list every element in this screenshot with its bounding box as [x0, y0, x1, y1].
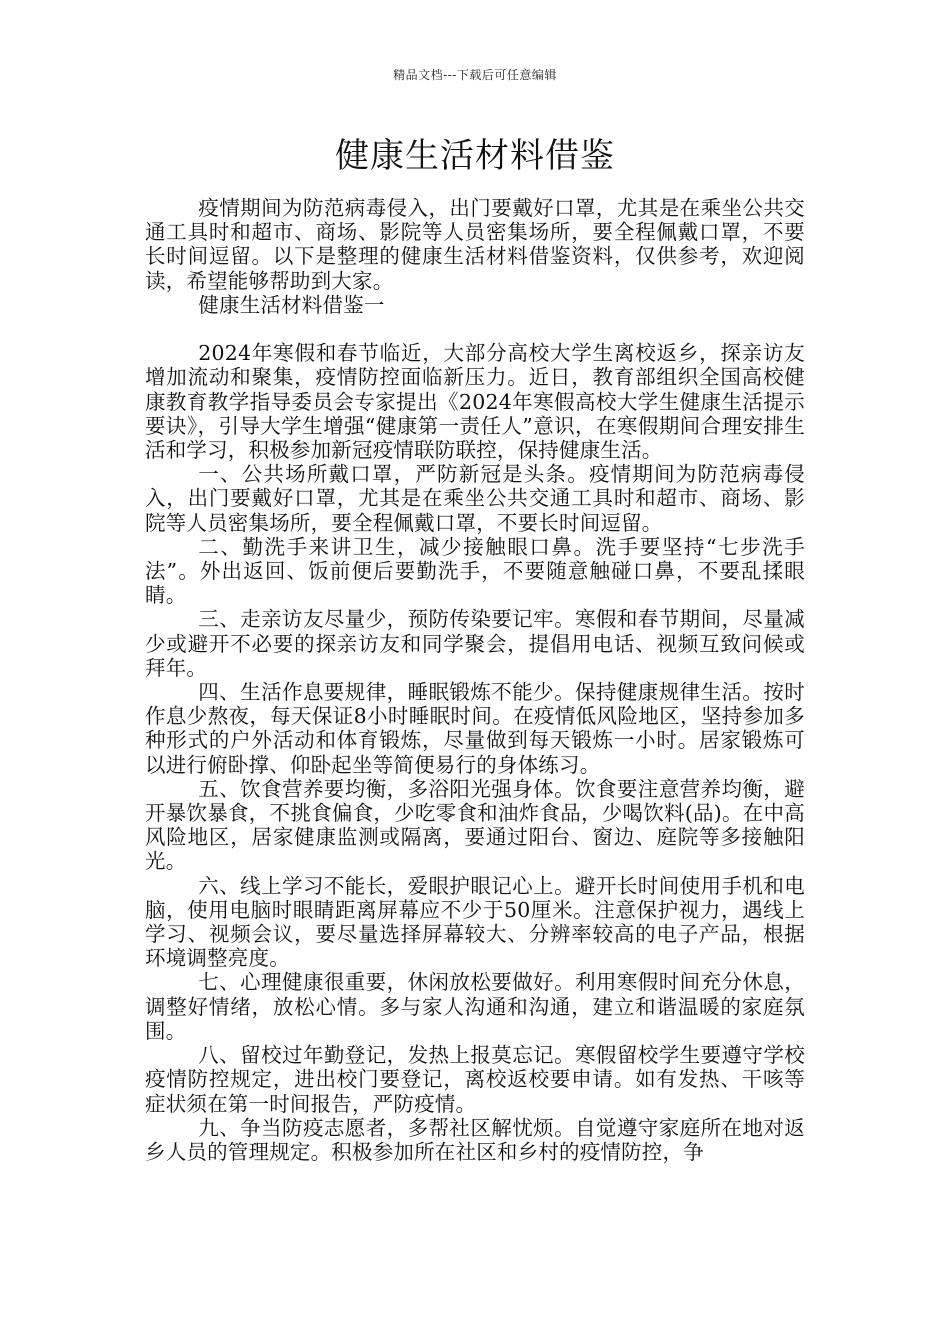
body-paragraph: 2024年寒假和春节临近，大部分高校大学生离校返乡，探亲访友增加流动和聚集，疫情防控面临新压力。近日，教育部组织全国高校健康教育教学指导委员会专家提出《2024年寒假高校大学生健康生活提示要诀》，引导大学生增强“健康第一责任人”意识，在寒假期间合理安排生活和学习，积极参加新冠疫情联防联控，保持健康生活。 [145, 341, 805, 463]
header-note: 精品文档---下载后可任意编辑 [393, 68, 557, 82]
body-paragraph: 一、公共场所戴口罩，严防新冠是头条。疫情期间为防范病毒侵入，出门要戴好口罩，尤其是在乘坐公共交通工具时和超市、商场、影院等人员密集场所，要全程佩戴口罩，不要长时间逗留。 [145, 462, 805, 535]
document-title: 健康生活材料借鉴 [335, 136, 615, 176]
section-heading: 健康生活材料借鉴一 [198, 292, 385, 317]
body-paragraph: 八、留校过年勤登记，发热上报莫忘记。寒假留校学生要遵守学校疫情防控规定，进出校门要登记，离校返校要申请。如有发热、干咳等症状须在第一时间报告，严防疫情。 [145, 1043, 805, 1116]
body-paragraph: 三、走亲访友尽量少，预防传染要记牢。寒假和春节期间，尽量减少或避开不必要的探亲访友和同学聚会，提倡用电话、视频互致问候或拜年。 [145, 607, 805, 680]
body-paragraph: 四、生活作息要规律，睡眠锻炼不能少。保持健康规律生活。按时作息少熬夜，每天保证8小时睡眠时间。在疫情低风险地区，坚持参加多种形式的户外活动和体育锻炼，尽量做到每天锻炼一小时。居家锻炼可以进行俯卧撑、仰卧起坐等简便易行的身体练习。 [145, 680, 805, 777]
body-paragraph: 九、争当防疫志愿者，多帮社区解忧烦。自觉遵守家庭所在地对返乡人员的管理规定。积极参加所在社区和乡村的疫情防控，争 [145, 1115, 805, 1164]
body-paragraph: 六、线上学习不能长，爱眼护眼记心上。避开长时间使用手机和电脑，使用电脑时眼睛距离屏幕应不少于50厘米。注意保护视力，遇线上学习、视频会议，要尽量选择屏幕较大、分辨率较高的电子产品，根据环境调整亮度。 [145, 873, 805, 971]
document-body [145, 196, 805, 1164]
body-paragraph: 二、勤洗手来讲卫生，减少接触眼口鼻。洗手要坚持“七步洗手法”。外出返回、饭前便后要勤洗手，不要随意触碰口鼻，不要乱揉眼睛。 [145, 534, 805, 608]
intro-paragraph: 疫情期间为防范病毒侵入，出门要戴好口罩，尤其是在乘坐公共交通工具时和超市、商场、影院等人员密集场所，要全程佩戴口罩，不要长时间逗留。以下是整理的健康生活材料借鉴资料，仅供参考，欢迎阅读，希望能够帮助到大家。 [145, 196, 805, 293]
body-paragraph: 五、饮食营养要均衡，多浴阳光强身体。饮食要注意营养均衡，避开暴饮暴食，不挑食偏食，少吃零食和油炸食品，少喝饮料(品)。在中高风险地区，居家健康监测或隔离，要通过阳台、窗边、庭院等多接触阳光。 [145, 776, 805, 874]
body-paragraph: 七、心理健康很重要，休闲放松要做好。利用寒假时间充分休息，调整好情绪，放松心情。多与家人沟通和沟通，建立和谐温暖的家庭氛围。 [145, 970, 805, 1043]
blank-line [145, 317, 805, 341]
